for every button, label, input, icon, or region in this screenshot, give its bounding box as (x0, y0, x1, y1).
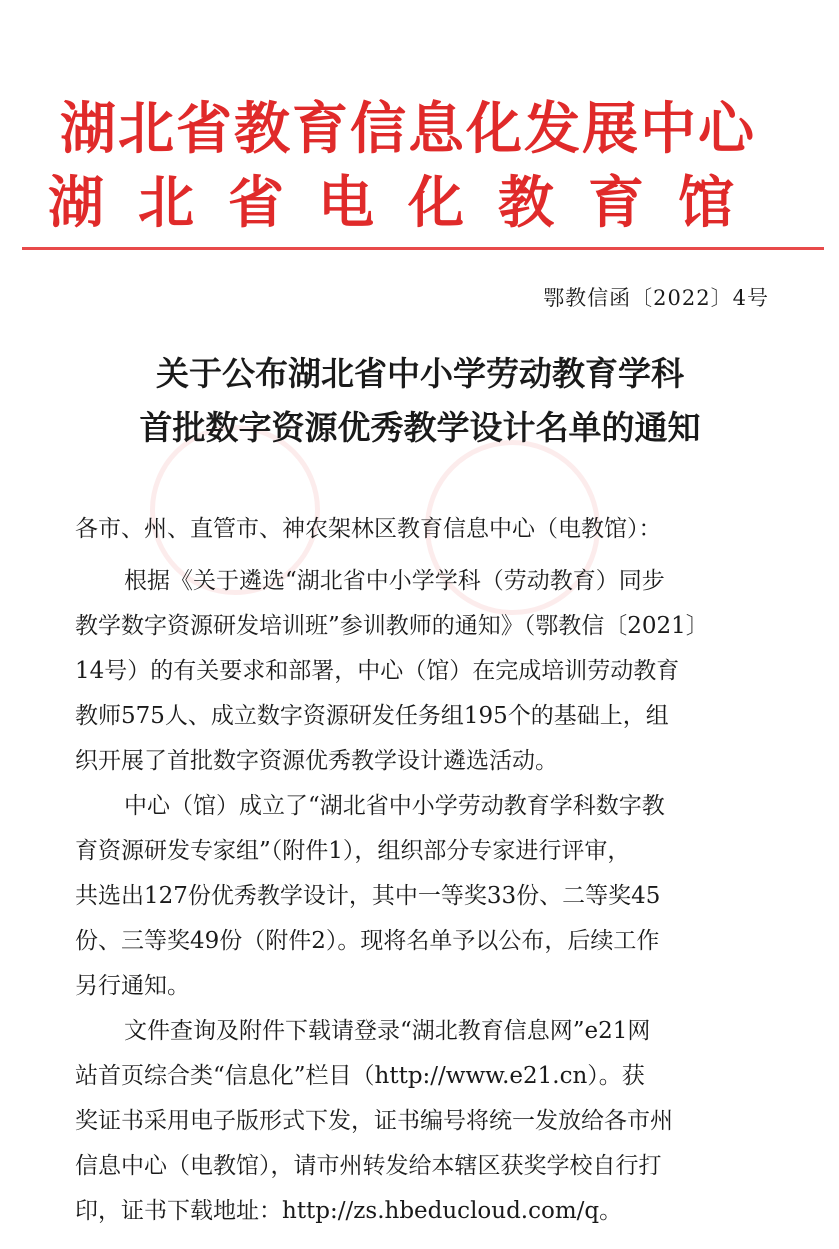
paragraph-line: 根据《关于遴选“湖北省中小学学科（劳动教育）同步 (124, 568, 665, 594)
paragraph-line: 站首页综合类“信息化”栏目（http://www.e21.cn）。获 (75, 1063, 645, 1089)
paragraph-line: 信息中心（电教馆），请市州转发给本辖区获奖学校自行打 (75, 1153, 662, 1179)
paragraph-line: 份、三等奖49份（附件2）。现将名单予以公布，后续工作 (75, 928, 660, 954)
paragraph-line: 教师575人、成立数字资源研发任务组195个的基础上，组 (75, 703, 669, 729)
letterhead-divider (22, 247, 824, 250)
paragraph-line: 印，证书下载地址：http://zs.hbeducloud.com/q。 (75, 1198, 623, 1224)
paragraph-line: 育资源研发专家组”（附件1），组织部分专家进行评审， (75, 838, 631, 864)
paragraph-line: 教学数字资源研发培训班”参训教师的通知》（鄂教信〔2021〕 (75, 613, 709, 639)
paragraph-line: 织开展了首批数字资源优秀教学设计遴选活动。 (75, 748, 558, 774)
paragraph-line: 另行通知。 (75, 973, 190, 999)
paragraph-line: 中心（馆）成立了“湖北省中小学劳动教育学科数字教 (124, 793, 665, 819)
document-number: 鄂教信函〔2022〕4号 (543, 286, 769, 310)
paragraph-line: 共选出127份优秀教学设计，其中一等奖33份、二等奖45 (75, 883, 661, 909)
notice-title-line-2: 首批数字资源优秀教学设计名单的通知 (139, 408, 701, 447)
letterhead-title-line-2: 湖北省电化教育馆 (48, 171, 768, 236)
paragraph-line: 14号）的有关要求和部署，中心（馆）在完成培训劳动教育 (75, 658, 680, 684)
paragraph-line: 奖证书采用电子版形式下发，证书编号将统一发放给各市州 (75, 1108, 673, 1134)
paragraph-line: 文件查询及附件下载请登录“湖北教育信息网”e21网 (124, 1018, 651, 1044)
salutation: 各市、州、直管市、神农架林区教育信息中心（电教馆）： (75, 516, 662, 542)
letterhead-title-line-1: 湖北省教育信息化发展中心 (60, 97, 756, 162)
notice-title-line-1: 关于公布湖北省中小学劳动教育学科 (156, 354, 684, 393)
